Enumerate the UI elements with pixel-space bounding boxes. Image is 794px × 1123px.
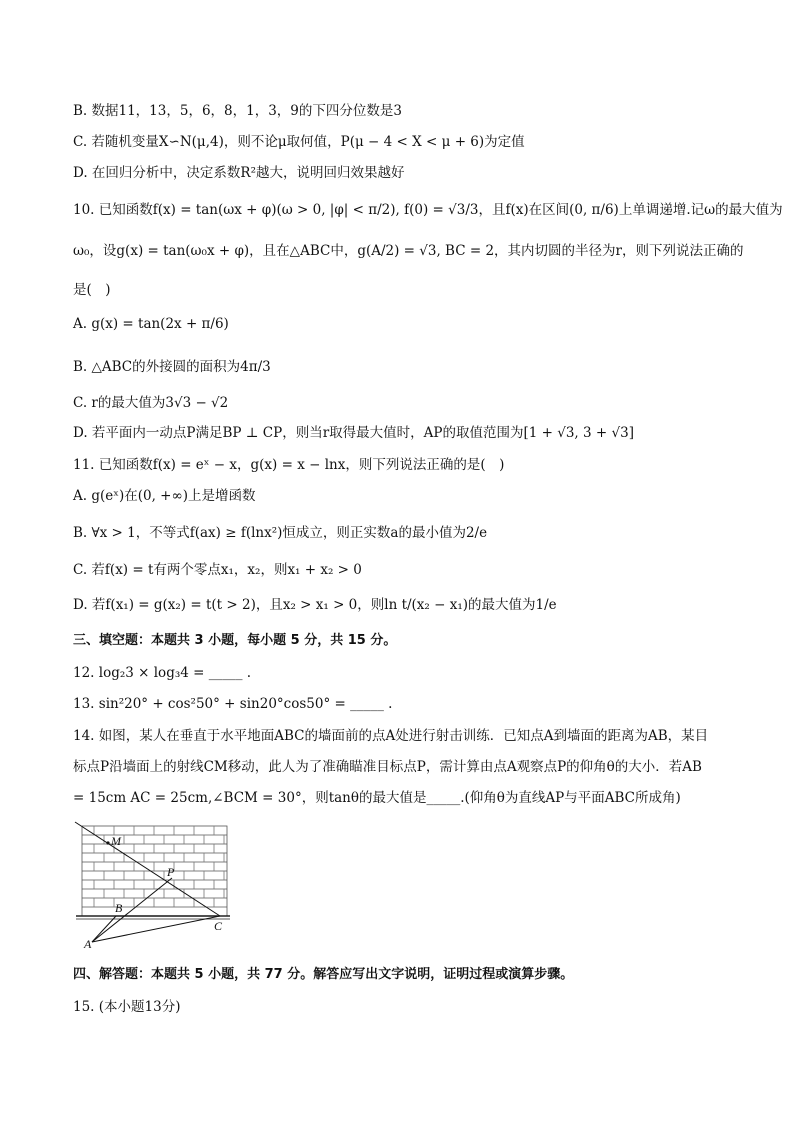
section-heading-solutions: 四、解答题：本题共 5 小题，共 77 分。解答应写出文字说明，证明过程或演算步骤。 bbox=[73, 967, 574, 982]
segment-ap bbox=[92, 878, 172, 942]
q10-stem-line-3: 是( ) bbox=[73, 282, 111, 298]
label-b: B bbox=[115, 901, 123, 915]
label-c: C bbox=[214, 919, 223, 933]
q11-option-a: A. g(eˣ)在(0, +∞)上是增函数 bbox=[73, 488, 256, 504]
q10-option-d: D. 若平面内一动点P满足BP ⊥ CP，则当r取得最大值时，AP的取值范围为[1 + √3, 3 + √3] bbox=[73, 425, 634, 441]
q9-option-d: D. 在回归分析中，决定系数R²越大，说明回归效果越好 bbox=[73, 165, 405, 181]
q10-option-c: C. r的最大值为3√3 − √2 bbox=[73, 395, 229, 411]
q9-option-c: C. 若随机变量X∽N(μ,4)，则不论μ取何值，P(μ − 4 < X < μ + 6)为定值 bbox=[73, 134, 525, 150]
point-m-dot bbox=[106, 841, 109, 844]
q13: 13. sin²20° + cos²50° + sin20°cos50° = _____ . bbox=[73, 696, 393, 712]
q10-stem-line-2: ω₀，设g(x) = tan(ω₀x + φ)，且在△ABC中，g(A/2) = √3, BC = 2，其内切圆的半径为r，则下列说法正确的 bbox=[73, 243, 744, 259]
brick-wall-figure bbox=[72, 818, 232, 952]
section-heading-fill-in: 三、填空题：本题共 3 小题，每小题 5 分，共 15 分。 bbox=[73, 633, 397, 648]
segment-ac bbox=[92, 916, 220, 942]
label-m: M bbox=[111, 834, 121, 848]
q10-option-a: A. g(x) = tan(2x + π/6) bbox=[73, 316, 229, 332]
q12: 12. log₂3 × log₃4 = _____ . bbox=[73, 665, 252, 681]
q10-option-b: B. △ABC的外接圆的面积为4π/3 bbox=[73, 359, 271, 375]
label-p: P bbox=[167, 865, 175, 879]
q10-stem-line-1: 10. 已知函数f(x) = tan(ωx + φ)(ω > 0, |φ| < π/2), f(0) = √3/3，且f(x)在区间(0, π/6)上单调递增.记ω的最大值为 bbox=[73, 202, 783, 218]
brick-wall bbox=[82, 826, 227, 916]
q14-line-1: 14. 如图，某人在垂直于水平地面ABC的墙面前的点A处进行射击训练．已知点A到墙面的距离为AB，某目 bbox=[73, 728, 709, 744]
q11-option-d: D. 若f(x₁) = g(x₂) = t(t > 2)，且x₂ > x₁ > 0，则ln t/(x₂ − x₁)的最大值为1/e bbox=[73, 597, 557, 613]
q11-option-c: C. 若f(x) = t有两个零点x₁，x₂，则x₁ + x₂ > 0 bbox=[73, 562, 362, 578]
q15-header: 15. (本小题13分) bbox=[73, 999, 181, 1015]
q11-stem: 11. 已知函数f(x) = eˣ − x，g(x) = x − lnx，则下列说法正确的是( ) bbox=[73, 457, 505, 473]
ray-cm bbox=[75, 822, 220, 916]
q14-line-3: = 15cm AC = 25cm,∠BCM = 30°，则tanθ的最大值是_____.(仰角θ为直线AP与平面ABC所成角) bbox=[73, 790, 681, 806]
q11-option-b: B. ∀x > 1，不等式f(ax) ≥ f(lnx²)恒成立，则正实数a的最小值为2/e bbox=[73, 525, 488, 541]
q14-line-2: 标点P沿墙面上的射线CM移动，此人为了准确瞄准目标点P，需计算由点A观察点P的仰角θ的大小．若AB bbox=[73, 759, 702, 775]
q9-option-b: B. 数据11，13，5，6，8，1，3，9的下四分位数是3 bbox=[73, 103, 402, 119]
label-a: A bbox=[84, 937, 92, 951]
